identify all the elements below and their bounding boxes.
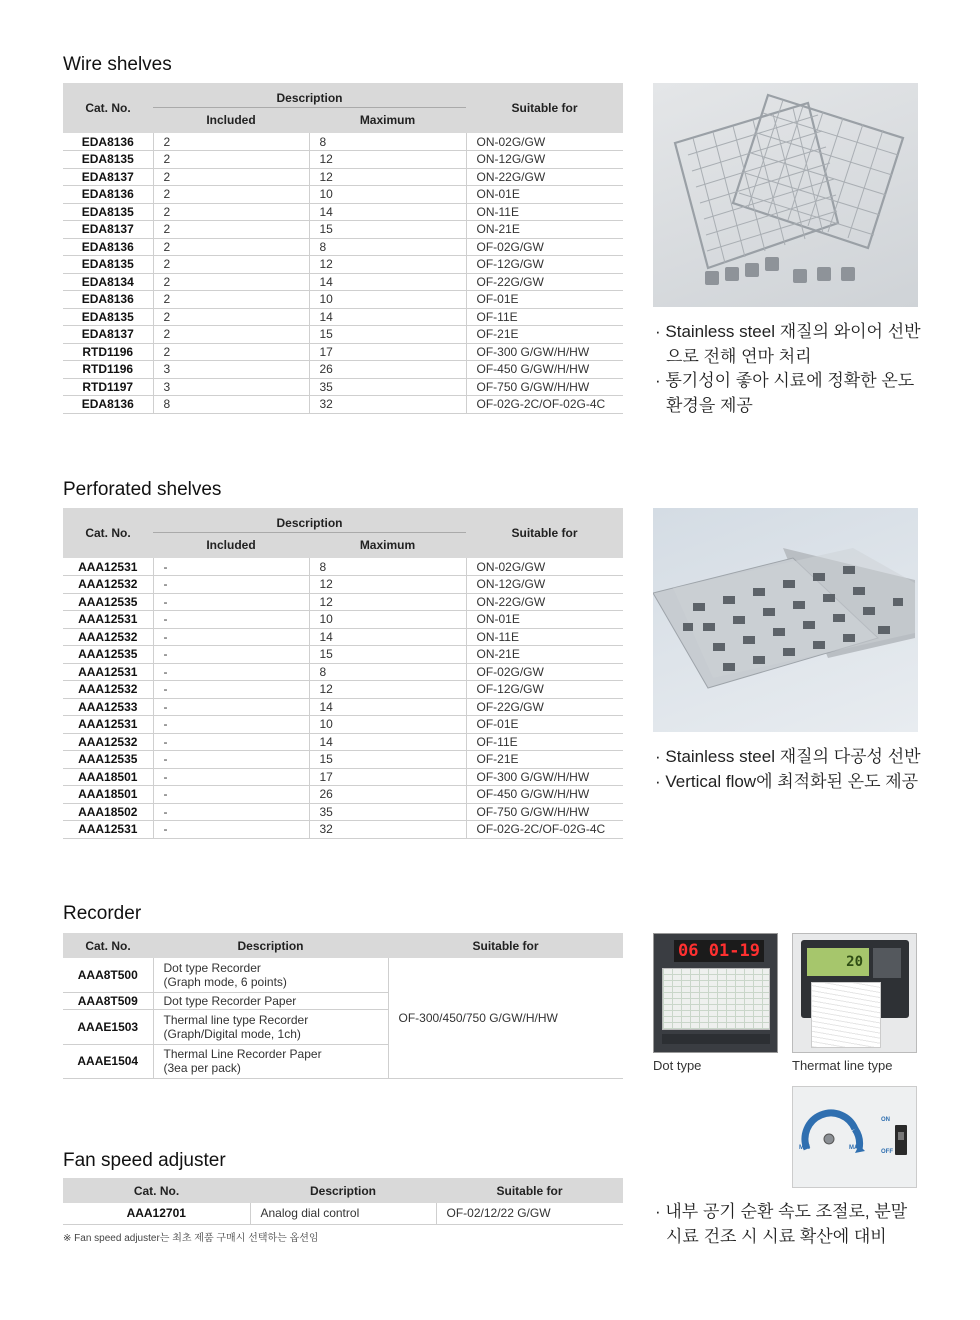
suitable-for: ON-21E [466,221,623,239]
maximum: 12 [309,151,466,169]
table-row [63,768,623,786]
included: - [153,698,309,716]
included: - [153,558,309,576]
thermal-recorder-display: 20 [807,948,869,976]
maximum: 8 [309,133,466,151]
perforated-shelf-photo [653,508,918,732]
cat-no: AAA12532 [63,681,153,699]
description-line: (Graph/Digital mode, 1ch) [163,1026,301,1041]
table-row [63,203,623,221]
cat-no: AAA12532 [63,733,153,751]
maximum: 17 [309,768,466,786]
description-line: Dot type Recorder [163,961,261,975]
included: - [153,663,309,681]
suitable-for: OF-02G-2C/OF-02G-4C [466,821,623,839]
cat-no: AAAE1504 [63,1044,153,1079]
cat-no: EDA8137 [63,221,153,239]
included: 2 [153,186,309,204]
suitable-for: OF-450 G/GW/H/HW [466,786,623,804]
suitable-for: OF-01E [466,291,623,309]
table-row [63,1203,623,1224]
cat-no: EDA8137 [63,168,153,186]
header-description: Description [153,508,466,532]
table-row [63,698,623,716]
maximum: 15 [309,646,466,664]
header-maximum: Maximum [309,107,466,133]
recorder-table [63,933,623,1079]
description [153,1010,388,1045]
maximum: 35 [309,378,466,396]
cat-no: AAA12535 [63,751,153,769]
suitable-for: ON-22G/GW [466,168,623,186]
thermal-recorder-photo [792,933,917,1053]
suitable-for: OF-21E [466,326,623,344]
maximum: 26 [309,786,466,804]
cat-no: RTD1196 [63,343,153,361]
description-line: (3ea per pack) [163,1061,241,1076]
cat-no: AAA12531 [63,558,153,576]
table-row [63,326,623,344]
header-included: Included [153,107,309,133]
cat-no: AAA12531 [63,821,153,839]
maximum: 15 [309,751,466,769]
recorder-buttons [662,1034,770,1044]
header-description: Description [153,933,388,958]
maximum: 35 [309,803,466,821]
wire-bullets [655,320,925,418]
table-row [63,803,623,821]
table-row [63,168,623,186]
suitable-for: OF-02G/GW [466,238,623,256]
cat-no: AAA12535 [63,646,153,664]
table-row [63,151,623,169]
description-line: Thermal Line Recorder Paper [163,1047,322,1062]
maximum: 14 [309,628,466,646]
maximum: 8 [309,558,466,576]
header-suitable-for: Suitable for [466,83,623,133]
wire-shelf-photo [653,83,918,307]
table-row [63,221,623,239]
suitable-for: OF-22G/GW [466,273,623,291]
suitable-for: ON-02G/GW [466,558,623,576]
maximum: 12 [309,593,466,611]
maximum: 10 [309,611,466,629]
cat-no: RTD1197 [63,378,153,396]
table-row [63,186,623,204]
included: - [153,646,309,664]
suitable-for: OF-02G-2C/OF-02G-4C [466,396,623,414]
cat-no: AAA12535 [63,593,153,611]
suitable-for: OF-21E [466,751,623,769]
header-cat-no: Cat. No. [63,83,153,133]
cat-no: AAA18502 [63,803,153,821]
suitable-for: ON-11E [466,203,623,221]
included: 2 [153,221,309,239]
included: 2 [153,308,309,326]
cat-no: EDA8135 [63,203,153,221]
included: 2 [153,151,309,169]
cat-no: AAA18501 [63,786,153,804]
suitable-for: OF-11E [466,733,623,751]
dot-recorder-photo [653,933,778,1053]
maximum: 17 [309,343,466,361]
included: - [153,628,309,646]
thermal-type-caption: Thermat line type [792,1058,893,1073]
cat-no: EDA8136 [63,186,153,204]
header-suitable-for: Suitable for [388,933,623,958]
included: - [153,751,309,769]
included: - [153,611,309,629]
suitable-for: OF-02G/GW [466,663,623,681]
suitable-for: ON-02G/GW [466,133,623,151]
dot-type-caption: Dot type [653,1058,702,1073]
maximum: 14 [309,698,466,716]
fan-note: ※ Fan speed adjuster는 최초 제품 구매시 선택하는 옵션임 [63,1233,319,1244]
suitable-for: OF-02/12/22 G/GW [436,1203,623,1224]
suitable-for: ON-01E [466,611,623,629]
header-included: Included [153,532,309,558]
maximum: 8 [309,238,466,256]
included: 2 [153,203,309,221]
cat-no: AAA12531 [63,716,153,734]
included: - [153,803,309,821]
table-row [63,273,623,291]
maximum: 12 [309,256,466,274]
table-row [63,291,623,309]
table-row [63,681,623,699]
maximum: 15 [309,326,466,344]
wire-bullet-2: · 통기성이 좋아 시료에 정확한 온도 환경을 제공 [655,371,915,415]
fan-speed-title: Fan speed adjuster [63,1150,226,1171]
cat-no: EDA8134 [63,273,153,291]
perforated-bullet-1: · Stainless steel 재질의 다공성 선반 [655,747,921,766]
header-cat-no: Cat. No. [63,508,153,558]
suitable-for: OF-750 G/GW/H/HW [466,803,623,821]
header-suitable-for: Suitable for [436,1178,623,1203]
suitable-for: ON-12G/GW [466,151,623,169]
included: 2 [153,273,309,291]
included: 2 [153,168,309,186]
suitable-for: OF-300 G/GW/H/HW [466,343,623,361]
included: 8 [153,396,309,414]
description [153,1044,388,1079]
thermal-paper [811,982,881,1048]
chart-paper [662,968,770,1030]
header-cat-no: Cat. No. [63,933,153,958]
included: - [153,821,309,839]
cat-no: AAA12531 [63,611,153,629]
table-row [63,821,623,839]
fan-bullets [655,1200,925,1249]
dial-min-label: MIN [799,1145,810,1151]
maximum: 10 [309,291,466,309]
cat-no: AAA18501 [63,768,153,786]
suitable-for: ON-12G/GW [466,576,623,594]
description [153,958,388,993]
header-maximum: Maximum [309,532,466,558]
table-row [63,256,623,274]
table-row [63,343,623,361]
maximum: 15 [309,221,466,239]
maximum: 32 [309,396,466,414]
cat-no: EDA8135 [63,256,153,274]
cat-no: RTD1196 [63,361,153,379]
included: 2 [153,326,309,344]
suitable-for: OF-22G/GW [466,698,623,716]
included: - [153,681,309,699]
maximum: 10 [309,716,466,734]
suitable-for: OF-300 G/GW/H/HW [466,768,623,786]
wire-bullet-1: · Stainless steel 재질의 와이어 선반 으로 전해 연마 처리 [655,322,921,366]
table-row [63,558,623,576]
included: - [153,593,309,611]
table-row [63,308,623,326]
recorder-title: Recorder [63,903,142,924]
cat-no: EDA8136 [63,238,153,256]
included: 2 [153,256,309,274]
maximum: 12 [309,681,466,699]
suitable-for: OF-750 G/GW/H/HW [466,378,623,396]
wire-shelves-title: Wire shelves [63,54,172,75]
table-row [63,133,623,151]
included: 2 [153,343,309,361]
cat-no: AAA8T509 [63,993,153,1010]
table-row [63,751,623,769]
included: - [153,576,309,594]
perforated-shelves-title: Perforated shelves [63,479,222,500]
description: Dot type Recorder Paper [153,993,388,1010]
suitable-for: OF-450 G/GW/H/HW [466,361,623,379]
included: 2 [153,238,309,256]
maximum: 32 [309,821,466,839]
included: - [153,768,309,786]
suitable-for: OF-12G/GW [466,256,623,274]
suitable-for: ON-21E [466,646,623,664]
dot-recorder-display: 06 01-19 [674,940,764,962]
table-row [63,646,623,664]
included: - [153,786,309,804]
recorder-keypad [873,948,901,978]
included: 3 [153,378,309,396]
header-cat-no: Cat. No. [63,1178,250,1203]
cat-no: AAA12701 [63,1203,250,1224]
cat-no: EDA8136 [63,291,153,309]
cat-no: EDA8136 [63,133,153,151]
suitable-for: OF-11E [466,308,623,326]
suitable-for: ON-01E [466,186,623,204]
wire-shelves-table [63,83,623,414]
perforated-bullet-2: · Vertical flow에 최적화된 온도 제공 [655,771,919,791]
fan-speed-table [63,1178,623,1225]
table-row [63,238,623,256]
dial-max-label: MAX [849,1145,863,1151]
suitable-for: ON-22G/GW [466,593,623,611]
header-suitable-for: Suitable for [466,508,623,558]
header-description: Description [153,83,466,107]
maximum: 12 [309,168,466,186]
table-row [63,628,623,646]
table-row [63,593,623,611]
switch-on-label: ON [881,1117,890,1123]
maximum: 26 [309,361,466,379]
included: - [153,716,309,734]
table-row [63,733,623,751]
suitable-for: OF-01E [466,716,623,734]
perforated-bullets [655,745,925,794]
fan-bullet-1: · 내부 공기 순환 속도 조절로, 분말 시료 건조 시 시료 확산에 대비 [655,1202,908,1246]
table-row [63,378,623,396]
table-row [63,361,623,379]
maximum: 14 [309,203,466,221]
maximum: 14 [309,733,466,751]
maximum: 12 [309,576,466,594]
table-row [63,716,623,734]
cat-no: EDA8137 [63,326,153,344]
table-row [63,611,623,629]
suitable-for: OF-300/450/750 G/GW/H/HW [388,958,623,1079]
description-line: (Graph mode, 6 points) [163,975,287,989]
cat-no: AAAE1503 [63,1010,153,1045]
cat-no: AAA12533 [63,698,153,716]
included: 2 [153,133,309,151]
included: - [153,733,309,751]
maximum: 8 [309,663,466,681]
cat-no: EDA8136 [63,396,153,414]
maximum: 10 [309,186,466,204]
description: Analog dial control [250,1203,436,1224]
fan-dial-photo [792,1086,917,1188]
header-description: Description [250,1178,436,1203]
cat-no: AAA8T500 [63,958,153,993]
included: 2 [153,291,309,309]
table-row [63,576,623,594]
cat-no: EDA8135 [63,151,153,169]
description-line: Thermal line type Recorder [163,1012,309,1027]
included: 3 [153,361,309,379]
suitable-for: ON-11E [466,628,623,646]
cat-no: AAA12532 [63,576,153,594]
maximum: 14 [309,308,466,326]
table-row [63,958,623,993]
table-row [63,663,623,681]
maximum: 14 [309,273,466,291]
perforated-shelves-table [63,508,623,839]
cat-no: AAA12531 [63,663,153,681]
table-row [63,396,623,414]
suitable-for: OF-12G/GW [466,681,623,699]
cat-no: EDA8135 [63,308,153,326]
table-row [63,786,623,804]
cat-no: AAA12532 [63,628,153,646]
switch-off-label: OFF [881,1149,893,1155]
